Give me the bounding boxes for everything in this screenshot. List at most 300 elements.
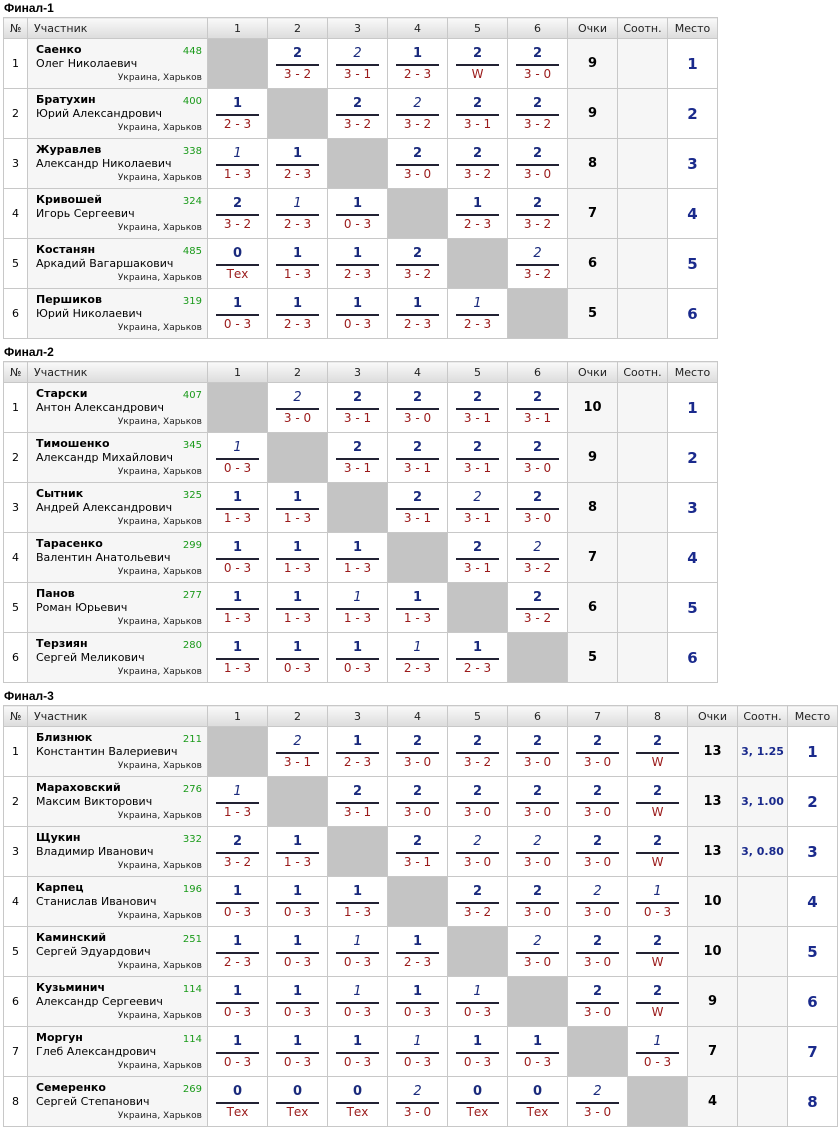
result-cell[interactable] [508,1027,568,1077]
participant-cell[interactable] [28,583,208,633]
participant-cell[interactable] [28,483,208,533]
result-cell[interactable] [508,583,568,633]
result-cell[interactable] [268,927,328,977]
match-points: 1 [472,640,483,655]
match-score: 3 - 2 [403,267,432,281]
self-cell [268,89,328,139]
match-points: 1 [292,296,303,311]
result-cell[interactable] [388,1027,448,1077]
participant-surname[interactable]: Сытник [36,487,84,500]
result-cell[interactable] [448,139,508,189]
ratio-value [618,533,668,583]
result-cell[interactable] [208,433,268,483]
match-score: 3 - 2 [523,611,552,625]
result-cell[interactable] [448,777,508,827]
row-number: 5 [4,583,28,633]
total-points: 10 [568,383,618,433]
result-cell[interactable] [268,139,328,189]
result-cell[interactable] [388,977,448,1027]
match-score: W [651,755,664,769]
match-score: 3 - 0 [403,167,432,181]
participant-cell[interactable] [28,289,208,339]
result-cell[interactable] [508,39,568,89]
header-num: № [4,706,28,727]
table-row [4,89,718,139]
result-cell[interactable] [568,977,628,1027]
result-cell[interactable] [628,777,688,827]
match-points: 2 [593,1084,602,1099]
result-cell[interactable] [328,1077,388,1127]
result-cell[interactable] [208,777,268,827]
result-divider [576,902,619,904]
match-points: 1 [232,640,243,655]
match-score: 1 - 3 [283,855,312,869]
result-divider [456,1002,499,1004]
participant-surname[interactable]: Семеренко [36,1081,106,1094]
result-divider [336,214,379,216]
participant-cell[interactable] [28,727,208,777]
ratio-value [618,433,668,483]
result-cell[interactable] [328,727,388,777]
result-cell[interactable] [388,583,448,633]
result-cell[interactable] [328,383,388,433]
result-cell[interactable] [268,1027,328,1077]
result-cell[interactable] [508,383,568,433]
self-cell [388,533,448,583]
match-score: 3 - 1 [463,461,492,475]
result-cell[interactable] [448,383,508,433]
match-points: 2 [293,390,302,405]
result-cell[interactable] [328,433,388,483]
participant-city: Украина, Харьков [117,223,202,233]
header-num: № [4,18,28,39]
result-cell[interactable] [448,727,508,777]
results-table [3,361,718,683]
match-score: 3 - 2 [223,855,252,869]
match-score: 3 - 2 [403,117,432,131]
result-divider [396,64,439,66]
result-cell[interactable] [328,189,388,239]
result-cell[interactable] [568,927,628,977]
result-cell[interactable] [208,827,268,877]
match-points: 1 [412,590,423,605]
result-cell[interactable] [328,583,388,633]
match-score: Тех [346,1105,369,1119]
participant-cell[interactable] [28,1027,208,1077]
participant-cell[interactable] [28,877,208,927]
result-cell[interactable] [628,927,688,977]
participant-rating: 114 [182,984,202,995]
result-cell[interactable] [448,483,508,533]
match-points: 2 [473,490,482,505]
result-cell[interactable] [508,239,568,289]
result-cell[interactable] [328,1027,388,1077]
result-divider [396,408,439,410]
match-score: 3 - 0 [403,1105,432,1119]
result-cell[interactable] [508,827,568,877]
result-cell[interactable] [208,1027,268,1077]
header-opponent-5: 5 [448,18,508,39]
participant-surname[interactable]: Щукин [36,831,81,844]
result-divider [336,558,379,560]
header-num: № [4,362,28,383]
result-cell[interactable] [388,777,448,827]
row-number: 2 [4,777,28,827]
place-value: 3 [668,139,718,189]
participant-cell[interactable] [28,827,208,877]
result-divider [276,214,319,216]
participant-cell[interactable] [28,433,208,483]
result-cell[interactable] [268,633,328,683]
result-divider [636,902,679,904]
row-number: 3 [4,827,28,877]
ratio-value [738,1077,788,1127]
result-cell[interactable] [208,1077,268,1127]
result-cell[interactable] [508,777,568,827]
result-cell[interactable] [448,827,508,877]
row-number: 1 [4,727,28,777]
match-points: 1 [232,296,243,311]
match-points: 2 [592,984,603,999]
result-cell[interactable] [448,977,508,1027]
participant-surname[interactable]: Карпец [36,881,84,894]
result-divider [336,1002,379,1004]
result-cell[interactable] [328,239,388,289]
result-cell[interactable] [388,927,448,977]
result-divider [276,408,319,410]
participant-surname[interactable]: Саенко [36,43,82,56]
participant-surname[interactable]: Кривошей [36,193,102,206]
result-cell[interactable] [328,289,388,339]
header-opponent-1: 1 [208,362,268,383]
result-cell[interactable] [508,877,568,927]
result-cell[interactable] [268,1077,328,1127]
participant-surname[interactable]: Панов [36,587,75,600]
result-cell[interactable] [328,877,388,927]
result-cell[interactable] [508,1077,568,1127]
participant-surname[interactable]: Мараховский [36,781,121,794]
result-cell[interactable] [388,827,448,877]
participant-surname[interactable]: Тарасенко [36,537,103,550]
match-score: 0 - 3 [223,461,252,475]
match-points: 1 [232,1034,243,1049]
match-score: 2 - 3 [403,317,432,331]
result-cell[interactable] [268,977,328,1027]
participant-surname[interactable]: Першиков [36,293,102,306]
result-cell[interactable] [388,383,448,433]
participant-city: Украина, Харьков [117,667,202,677]
participant-surname[interactable]: Братухин [36,93,96,106]
match-score: 3 - 2 [343,117,372,131]
result-cell[interactable] [568,777,628,827]
participant-cell[interactable] [28,533,208,583]
result-divider [516,458,559,460]
place-value: 6 [668,289,718,339]
match-score: 3 - 1 [463,411,492,425]
participant-name: Валентин Анатольевич [36,551,171,564]
result-cell[interactable] [448,433,508,483]
row-number: 3 [4,483,28,533]
result-cell[interactable] [268,239,328,289]
result-cell[interactable] [268,827,328,877]
header-opponent-6: 6 [508,362,568,383]
participant-surname[interactable]: Костанян [36,243,96,256]
result-cell[interactable] [448,533,508,583]
result-cell[interactable] [568,1077,628,1127]
match-points: 1 [473,984,482,999]
participant-name: Константин Валериевич [36,745,178,758]
result-divider [216,314,259,316]
result-divider [516,164,559,166]
result-cell[interactable] [328,927,388,977]
result-cell[interactable] [328,633,388,683]
result-divider [636,802,679,804]
match-points: 1 [292,490,303,505]
total-points: 4 [688,1077,738,1127]
header-points: Очки [688,706,738,727]
result-cell[interactable] [208,89,268,139]
ratio-value [618,483,668,533]
result-cell[interactable] [208,533,268,583]
participant-cell[interactable] [28,777,208,827]
participant-name: Глеб Александрович [36,1045,157,1058]
result-cell[interactable] [388,139,448,189]
participant-rating: 196 [182,884,202,895]
result-divider [456,558,499,560]
result-divider [516,114,559,116]
result-divider [456,752,499,754]
match-points: 1 [472,196,483,211]
result-cell[interactable] [328,977,388,1027]
participant-cell[interactable] [28,239,208,289]
participant-cell[interactable] [28,383,208,433]
participant-surname[interactable]: Моргун [36,1031,83,1044]
result-cell[interactable] [448,633,508,683]
result-cell[interactable] [388,39,448,89]
result-cell[interactable] [508,927,568,977]
result-cell[interactable] [628,827,688,877]
result-cell[interactable] [268,383,328,433]
place-value: 1 [668,39,718,89]
result-divider [336,1102,379,1104]
ratio-value [618,189,668,239]
total-points: 5 [568,633,618,683]
match-points: 1 [412,46,423,61]
result-cell[interactable] [628,1027,688,1077]
self-cell [328,139,388,189]
result-divider [336,902,379,904]
result-cell[interactable] [568,727,628,777]
result-cell[interactable] [208,977,268,1027]
participant-surname[interactable]: Кузьминич [36,981,106,994]
match-score: 0 - 3 [343,317,372,331]
table-header-row [4,362,718,383]
participant-surname[interactable]: Близнюк [36,731,93,744]
match-score: 0 - 3 [343,217,372,231]
result-cell[interactable] [268,727,328,777]
result-cell[interactable] [268,289,328,339]
participant-cell[interactable] [28,977,208,1027]
result-cell[interactable] [328,533,388,583]
result-cell[interactable] [208,289,268,339]
result-cell[interactable] [508,727,568,777]
match-score: 3 - 0 [583,905,612,919]
match-score: Тех [526,1105,549,1119]
result-cell[interactable] [388,727,448,777]
result-cell[interactable] [268,39,328,89]
result-cell[interactable] [328,777,388,827]
result-cell[interactable] [508,189,568,239]
match-points: 0 [532,1084,543,1099]
match-points: 1 [233,146,242,161]
match-score: 3 - 0 [403,805,432,819]
result-cell[interactable] [448,189,508,239]
match-points: 2 [532,734,543,749]
result-divider [636,1052,679,1054]
participant-name: Олег Николаевич [36,57,138,70]
self-cell [628,1077,688,1127]
participant-city: Украина, Харьков [117,961,202,971]
result-cell[interactable] [208,583,268,633]
match-score: 3 - 0 [403,755,432,769]
result-cell[interactable] [208,633,268,683]
match-score: 3 - 0 [523,855,552,869]
match-points: 2 [352,96,363,111]
result-cell[interactable] [388,239,448,289]
result-divider [396,114,439,116]
result-cell[interactable] [208,239,268,289]
result-cell[interactable] [268,189,328,239]
participant-cell[interactable] [28,927,208,977]
match-points: 2 [652,784,663,799]
result-cell[interactable] [208,877,268,927]
result-cell[interactable] [268,583,328,633]
match-points: 1 [532,1034,543,1049]
participant-rating: 324 [182,196,202,207]
match-score: 2 - 3 [343,755,372,769]
match-score: 3 - 0 [523,67,552,81]
match-points: 1 [413,1034,422,1049]
participant-cell[interactable] [28,89,208,139]
result-divider [216,114,259,116]
match-points: 1 [232,984,243,999]
result-divider [576,1002,619,1004]
participant-cell[interactable] [28,189,208,239]
match-points: 1 [352,196,363,211]
match-points: 2 [532,490,543,505]
participant-cell[interactable] [28,39,208,89]
header-opponent-2: 2 [268,706,328,727]
result-cell[interactable] [328,39,388,89]
result-cell[interactable] [388,1077,448,1127]
participant-surname[interactable]: Журавлев [36,143,102,156]
place-value: 2 [788,777,838,827]
result-cell[interactable] [388,633,448,683]
result-cell[interactable] [508,533,568,583]
match-score: 3 - 1 [343,805,372,819]
header-opponent-3: 3 [328,18,388,39]
ratio-value [618,289,668,339]
participant-rating: 277 [182,590,202,601]
match-points: 2 [472,734,483,749]
result-cell[interactable] [568,877,628,927]
result-cell[interactable] [448,1027,508,1077]
result-cell[interactable] [268,533,328,583]
table-row [4,977,838,1027]
place-value: 6 [788,977,838,1027]
match-points: 1 [412,984,423,999]
match-points: 2 [533,540,542,555]
result-cell[interactable] [628,977,688,1027]
result-cell[interactable] [208,189,268,239]
result-cell[interactable] [388,289,448,339]
match-score: 3 - 2 [283,67,312,81]
result-cell[interactable] [628,727,688,777]
match-score: 3 - 1 [463,511,492,525]
header-opponent-2: 2 [268,362,328,383]
result-divider [516,408,559,410]
header-points: Очки [568,18,618,39]
result-cell[interactable] [268,483,328,533]
result-cell[interactable] [388,433,448,483]
self-cell [208,383,268,433]
participant-cell[interactable] [28,1077,208,1127]
participant-surname[interactable]: Тимошенко [36,437,110,450]
result-cell[interactable] [208,483,268,533]
participant-cell[interactable] [28,139,208,189]
result-cell[interactable] [328,89,388,139]
result-cell[interactable] [448,39,508,89]
result-cell[interactable] [208,139,268,189]
match-score: 3 - 1 [463,561,492,575]
participant-surname[interactable]: Терзиян [36,637,88,650]
ratio-value [738,927,788,977]
result-cell[interactable] [508,139,568,189]
result-divider [516,752,559,754]
result-cell[interactable] [268,877,328,927]
result-cell[interactable] [448,1077,508,1127]
participant-surname[interactable]: Каминский [36,931,107,944]
participant-name: Роман Юрьевич [36,601,128,614]
participant-surname[interactable]: Старски [36,387,88,400]
match-points: 2 [652,734,663,749]
result-cell[interactable] [508,483,568,533]
match-score: 0 - 3 [463,1005,492,1019]
participant-cell[interactable] [28,633,208,683]
match-points: 2 [652,984,663,999]
result-cell[interactable] [208,927,268,977]
participant-name: Юрий Александрович [36,107,163,120]
result-cell[interactable] [448,877,508,927]
result-cell[interactable] [568,827,628,877]
result-cell[interactable] [508,89,568,139]
match-points: 2 [472,884,483,899]
participant-rating: 269 [182,1084,202,1095]
participant-rating: 332 [182,834,202,845]
result-cell[interactable] [448,89,508,139]
match-points: 1 [292,590,303,605]
result-cell[interactable] [448,289,508,339]
place-value: 5 [788,927,838,977]
participant-city: Украина, Харьков [117,323,202,333]
result-cell[interactable] [508,433,568,483]
result-cell[interactable] [388,483,448,533]
match-score: 0 - 3 [283,955,312,969]
result-cell[interactable] [388,89,448,139]
result-divider [276,752,319,754]
match-score: 2 - 3 [463,317,492,331]
result-cell[interactable] [628,877,688,927]
